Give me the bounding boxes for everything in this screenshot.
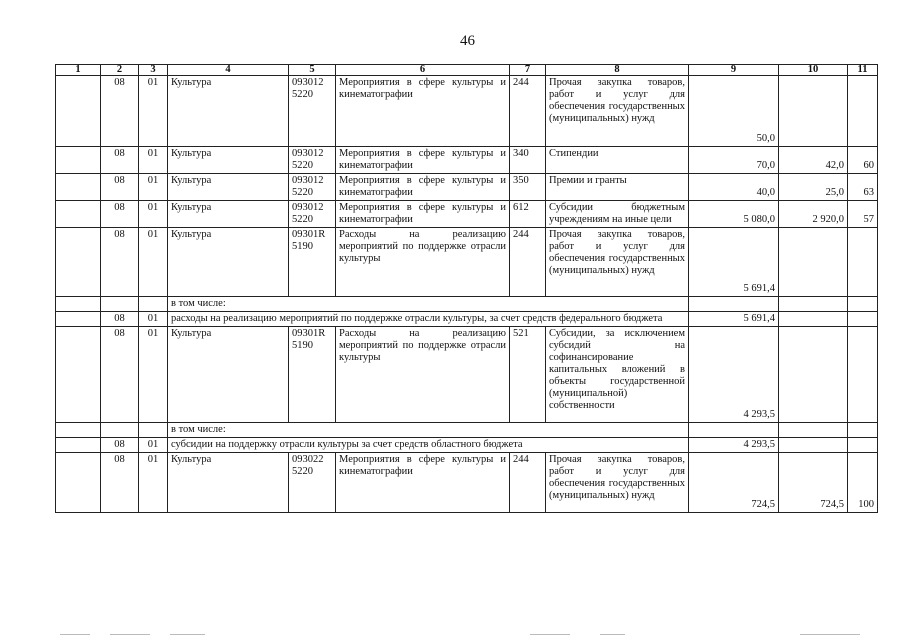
funding-source-text: субсидии на поддержку отрасли культуры за счет средств областного бюджета (168, 438, 689, 453)
column-number-3: 3 (139, 65, 168, 76)
cell-subsection: 01 (139, 76, 168, 147)
cell-executed-amount: 25,0 (779, 174, 848, 201)
cell-blank (56, 174, 101, 201)
cell-expense-type-name: Прочая закупка товаров, работ и услуг для обеспечения государственных (муниципальных) нужд (546, 76, 689, 147)
page-number: 46 (460, 33, 475, 49)
column-number-2: 2 (101, 65, 139, 76)
table-row (56, 297, 878, 312)
cell-expense-type: 350 (510, 174, 546, 201)
cell-section: 08 (101, 174, 139, 201)
cell-plan-amount: 724,5 (689, 453, 779, 513)
cell-executed-amount: 2 920,0 (779, 201, 848, 228)
table-row (56, 423, 878, 438)
cell-blank (779, 312, 848, 327)
cell-expense-type: 612 (510, 201, 546, 228)
cell-executed-amount (779, 228, 848, 297)
cell-plan-amount: 5 691,4 (689, 228, 779, 297)
cell-expense-description: Мероприятия в сфере культуры и кинематографии (336, 201, 510, 228)
column-number-4: 4 (168, 65, 289, 76)
cell-target-article: 09301R 5190 (289, 228, 336, 297)
cell-target-article: 093012 5220 (289, 174, 336, 201)
cell-executed-amount: 724,5 (779, 453, 848, 513)
cell-expense-type: 521 (510, 327, 546, 423)
column-number-8: 8 (546, 65, 689, 76)
budget-table (55, 64, 878, 513)
table-row (56, 174, 878, 201)
column-number-9: 9 (689, 65, 779, 76)
cell-section: 08 (101, 76, 139, 147)
table-row (56, 327, 878, 423)
table-row (56, 76, 878, 147)
cell-blank (139, 297, 168, 312)
cell-expense-description: Мероприятия в сфере культуры и кинематографии (336, 76, 510, 147)
cell-expense-type-name: Прочая закупка товаров, работ и услуг для обеспечения государственных (муниципальных) нужд (546, 228, 689, 297)
cell-blank (56, 327, 101, 423)
cell-expense-type-name: Прочая закупка товаров, работ и услуг для обеспечения государственных (муниципальных) нужд (546, 453, 689, 513)
cell-name: Культура (168, 453, 289, 513)
cell-blank (848, 312, 878, 327)
including-label: в том числе: (168, 423, 689, 438)
cell-expense-type-name: Стипендии (546, 147, 689, 174)
cell-target-article: 093012 5220 (289, 201, 336, 228)
cell-percent: 60 (848, 147, 878, 174)
cell-plan-amount: 4 293,5 (689, 438, 779, 453)
cell-blank (56, 423, 101, 438)
cell-blank (779, 423, 848, 438)
column-number-6: 6 (336, 65, 510, 76)
cell-blank (779, 438, 848, 453)
table-row (56, 201, 878, 228)
cell-section: 08 (101, 312, 139, 327)
cell-blank (139, 423, 168, 438)
cell-plan-amount: 5 691,4 (689, 312, 779, 327)
cell-subsection: 01 (139, 327, 168, 423)
cell-expense-description: Расходы на реализацию мероприятий по поддержке отрасли культуры (336, 327, 510, 423)
cell-plan-amount: 5 080,0 (689, 201, 779, 228)
cell-percent: 63 (848, 174, 878, 201)
cell-target-article: 093022 5220 (289, 453, 336, 513)
cell-plan-amount: 4 293,5 (689, 327, 779, 423)
column-number-1: 1 (56, 65, 101, 76)
cell-executed-amount (779, 76, 848, 147)
cell-expense-type: 244 (510, 228, 546, 297)
cell-blank (101, 423, 139, 438)
cell-percent: 100 (848, 453, 878, 513)
cell-plan-amount: 50,0 (689, 76, 779, 147)
cell-subsection: 01 (139, 174, 168, 201)
table-row (56, 453, 878, 513)
table-row (56, 312, 878, 327)
cell-name: Культура (168, 76, 289, 147)
cell-section: 08 (101, 201, 139, 228)
cell-blank (56, 201, 101, 228)
funding-source-text: расходы на реализацию мероприятий по поддержке отрасли культуры, за счет средств федерального бюджета (168, 312, 689, 327)
cell-name: Культура (168, 147, 289, 174)
cell-name: Культура (168, 327, 289, 423)
cell-blank (56, 312, 101, 327)
cell-expense-type-name: Субсидии бюджетным учреждениям на иные цели (546, 201, 689, 228)
cell-subsection: 01 (139, 453, 168, 513)
cell-name: Культура (168, 228, 289, 297)
cell-blank (56, 297, 101, 312)
column-number-row (56, 65, 878, 76)
including-label: в том числе: (168, 297, 689, 312)
cell-expense-type: 244 (510, 453, 546, 513)
cell-blank (56, 228, 101, 297)
table-row (56, 147, 878, 174)
cell-plan-amount: 40,0 (689, 174, 779, 201)
cell-section: 08 (101, 327, 139, 423)
cell-blank (689, 297, 779, 312)
cell-expense-type-name: Премии и гранты (546, 174, 689, 201)
cell-expense-type: 340 (510, 147, 546, 174)
cell-subsection: 01 (139, 312, 168, 327)
cell-percent (848, 228, 878, 297)
column-number-10: 10 (779, 65, 848, 76)
cell-expense-description: Мероприятия в сфере культуры и кинематографии (336, 453, 510, 513)
cell-expense-type: 244 (510, 76, 546, 147)
cell-blank (848, 438, 878, 453)
cell-expense-description: Расходы на реализацию мероприятий по поддержке отрасли культуры (336, 228, 510, 297)
cell-target-article: 093012 5220 (289, 147, 336, 174)
cell-percent (848, 76, 878, 147)
column-number-5: 5 (289, 65, 336, 76)
cell-executed-amount: 42,0 (779, 147, 848, 174)
cell-blank (689, 423, 779, 438)
column-number-7: 7 (510, 65, 546, 76)
cell-name: Культура (168, 201, 289, 228)
cell-percent: 57 (848, 201, 878, 228)
cell-expense-description: Мероприятия в сфере культуры и кинематографии (336, 174, 510, 201)
cell-section: 08 (101, 438, 139, 453)
cell-blank (56, 438, 101, 453)
cell-blank (101, 297, 139, 312)
scan-artifacts (0, 628, 905, 640)
cell-section: 08 (101, 228, 139, 297)
cell-subsection: 01 (139, 201, 168, 228)
cell-blank (848, 423, 878, 438)
cell-executed-amount (779, 327, 848, 423)
cell-section: 08 (101, 453, 139, 513)
table-row (56, 228, 878, 297)
cell-subsection: 01 (139, 147, 168, 174)
table-row (56, 438, 878, 453)
cell-blank (56, 453, 101, 513)
cell-subsection: 01 (139, 228, 168, 297)
cell-blank (56, 76, 101, 147)
cell-plan-amount: 70,0 (689, 147, 779, 174)
cell-expense-type-name: Субсидии, за исключением субсидий на софинансирование капитальных вложений в объекты государственной (муниципальной) собственности (546, 327, 689, 423)
cell-section: 08 (101, 147, 139, 174)
cell-target-article: 093012 5220 (289, 76, 336, 147)
cell-blank (848, 297, 878, 312)
cell-name: Культура (168, 174, 289, 201)
cell-expense-description: Мероприятия в сфере культуры и кинематографии (336, 147, 510, 174)
cell-blank (56, 147, 101, 174)
cell-percent (848, 327, 878, 423)
cell-target-article: 09301R 5190 (289, 327, 336, 423)
cell-blank (779, 297, 848, 312)
column-number-11: 11 (848, 65, 878, 76)
cell-subsection: 01 (139, 438, 168, 453)
